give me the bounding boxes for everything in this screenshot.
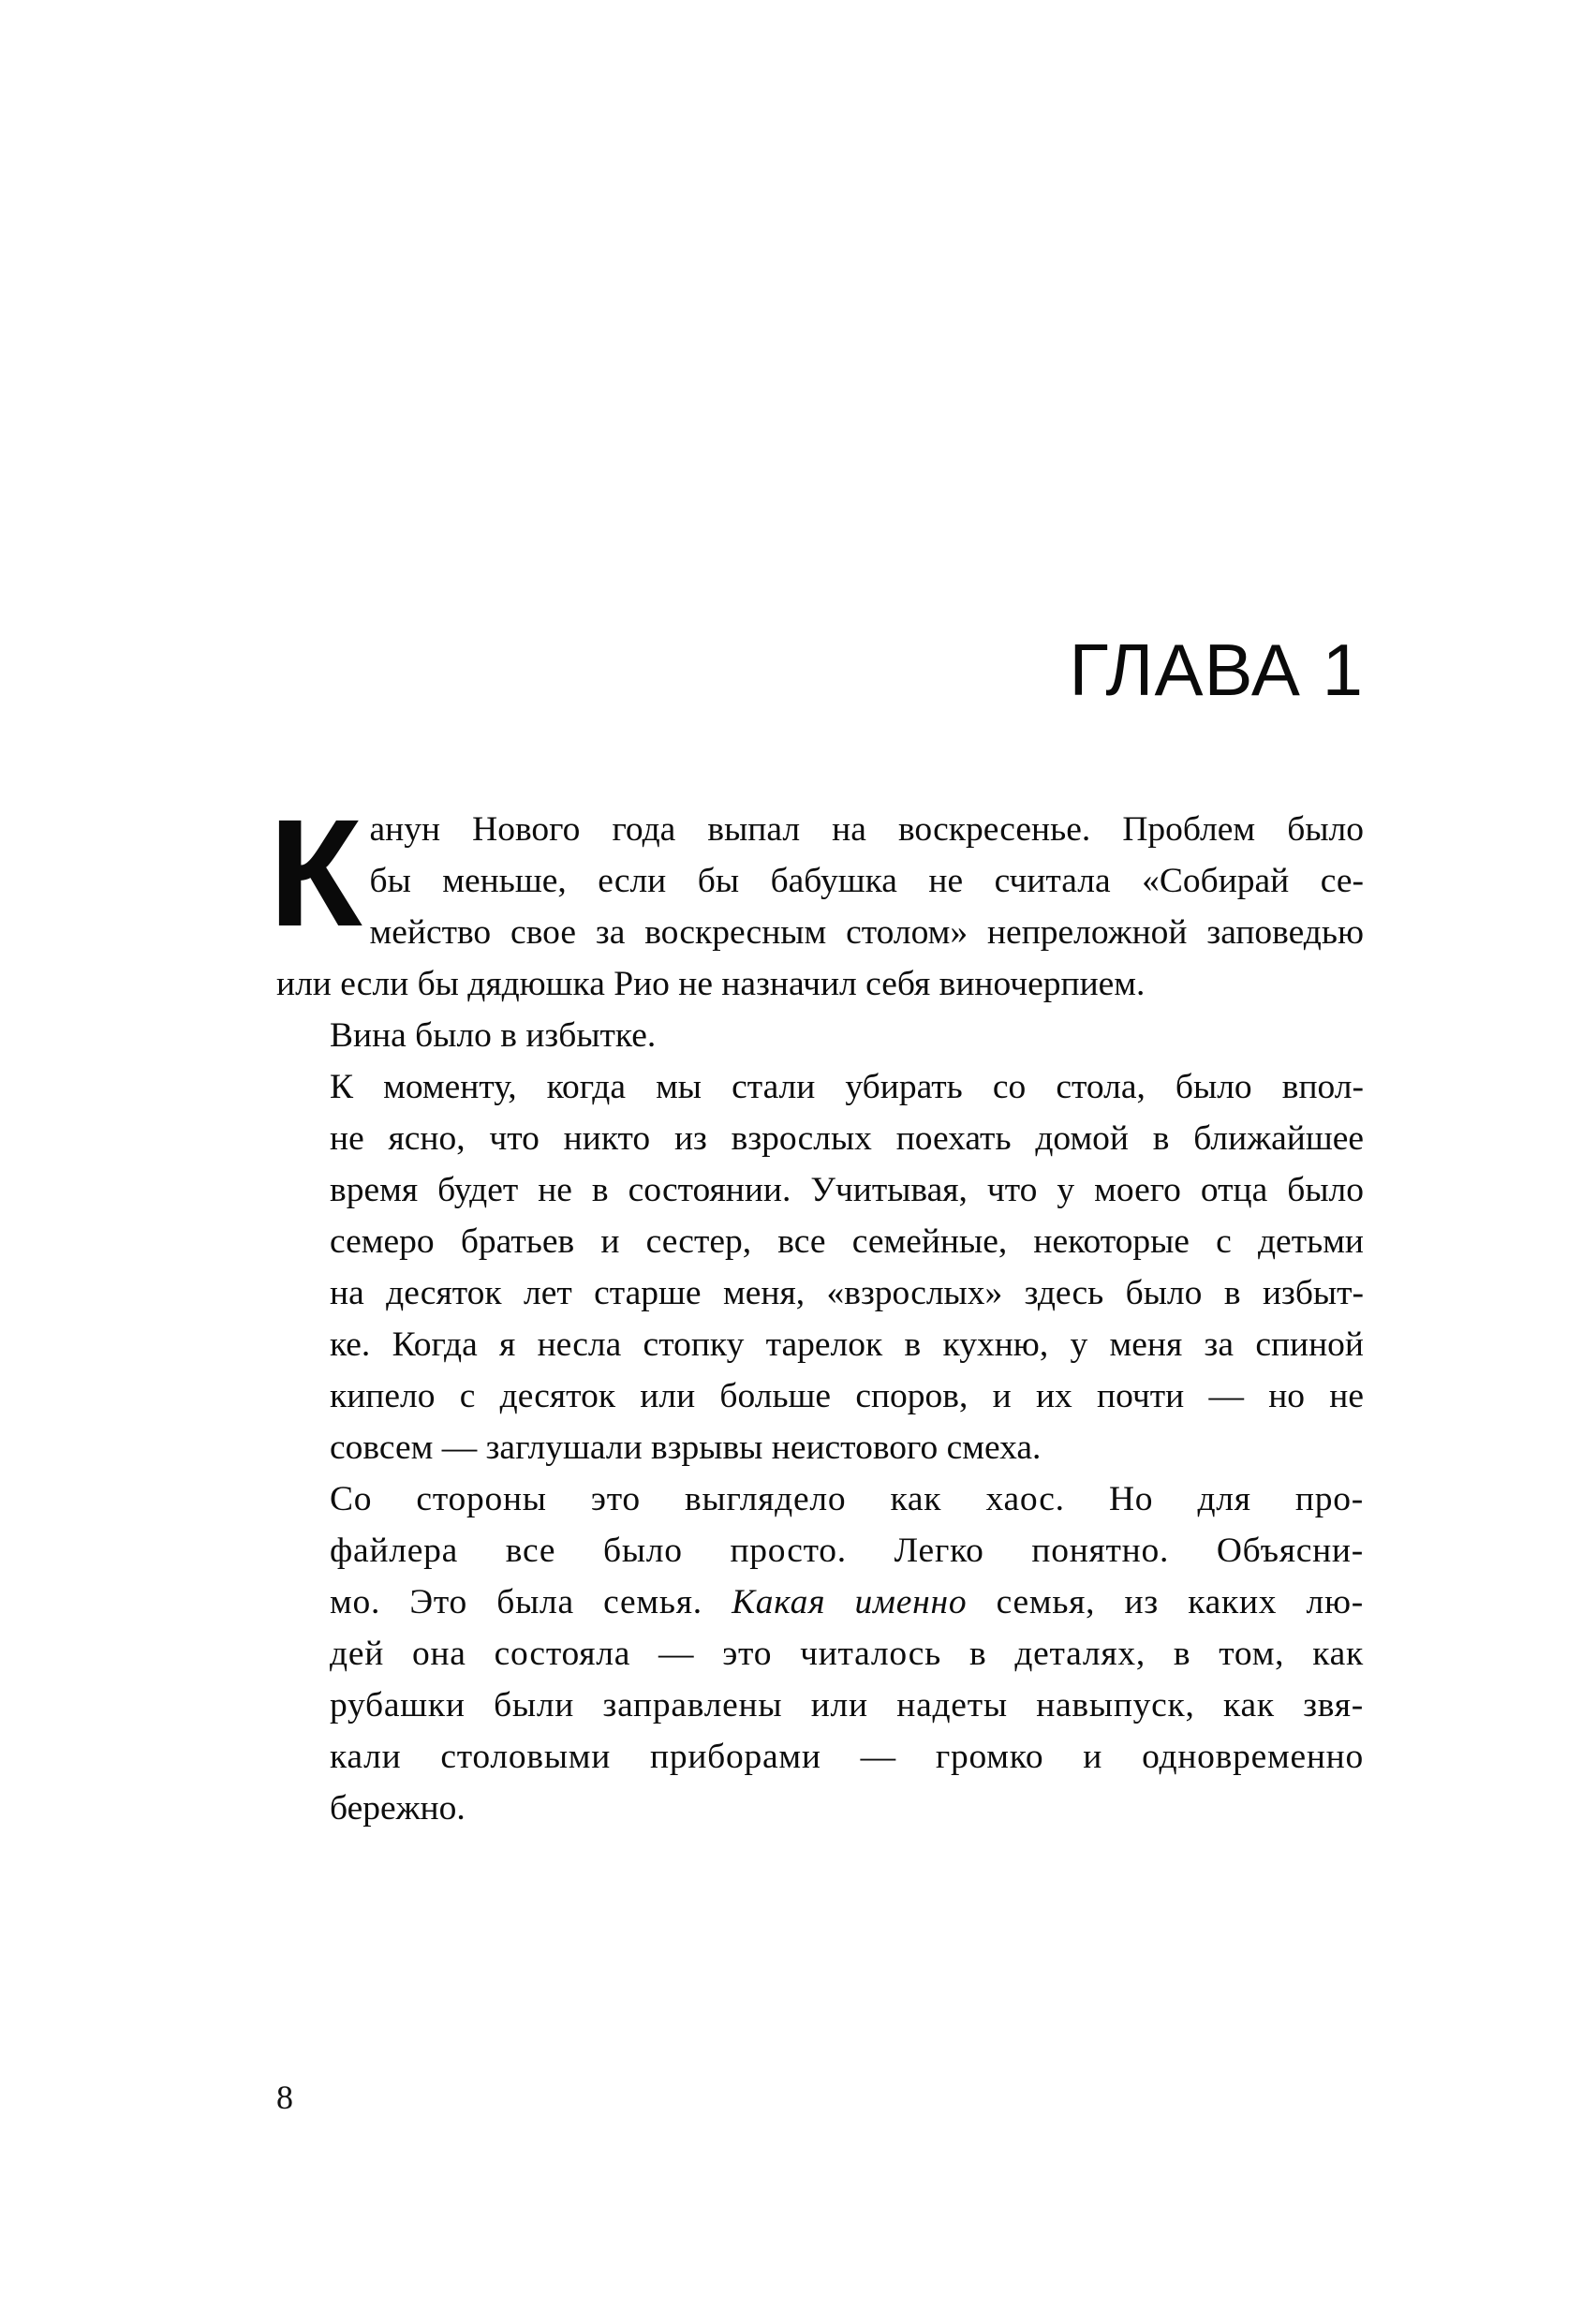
- paragraph: [276, 1061, 1364, 1473]
- text-line: кали столовыми приборами — громко и одновременно: [330, 1738, 1364, 1776]
- emphasis-text: Какая именно: [732, 1583, 968, 1621]
- text-line: кипело с десяток или больше споров, и их почти — но не: [330, 1377, 1364, 1415]
- paragraph: [276, 1010, 1364, 1061]
- page-number: 8: [276, 2079, 293, 2116]
- text-line: рубашки были заправлены или надеты навыпуск, как звя-: [330, 1686, 1364, 1724]
- text-line-italic-host: мо. Это была семья. Какая именно семья, из каких лю-: [330, 1583, 1364, 1621]
- text-line-with-italic: [276, 1576, 1364, 1628]
- text-line: бережно.: [330, 1789, 466, 1828]
- text-line: семеро братьев и сестер, все семейные, некоторые с детьми: [330, 1222, 1364, 1261]
- text-line: ке. Когда я несла стопку тарелок в кухню, у меня за спиной: [330, 1325, 1364, 1364]
- text-line: совсем — заглушали взрывы неистового смеха.: [330, 1428, 1042, 1467]
- text-line: мейство свое за воскресным столом» непреложной заповедью: [369, 913, 1364, 952]
- text-line: на десяток лет старше меня, «взрослых» здесь было в избыт-: [330, 1274, 1364, 1312]
- page-title: ГЛАВА 1: [1069, 629, 1364, 711]
- text-line: или если бы дядюшка Рио не назначил себя виночерпием.: [276, 965, 1146, 1003]
- text-line: Вина было в избытке.: [330, 1016, 657, 1055]
- body-text-block: [269, 787, 1364, 1834]
- drop-cap-letter: К: [269, 787, 362, 958]
- text-line: анун Нового года выпал на воскресенье. Проблем было: [369, 810, 1364, 849]
- paragraph: [276, 804, 1364, 1010]
- paragraph: [276, 1473, 1364, 1834]
- text-line: бы меньше, если бы бабушка не считала «Собирай се-: [369, 862, 1364, 900]
- paragraph-1-block: [269, 787, 1364, 1010]
- text-line: К моменту, когда мы стали убирать со стола, было впол-: [330, 1068, 1364, 1106]
- text-line: дей она состояла — это читалось в деталях, в том, как: [330, 1635, 1364, 1673]
- text-line: файлера все было просто. Легко понятно. Объясни-: [330, 1532, 1364, 1570]
- text-line: не ясно, что никто из взрослых поехать домой в ближайшее: [330, 1119, 1364, 1158]
- text-line: Со стороны это выглядело как хаос. Но для про-: [330, 1480, 1364, 1518]
- text-line: время будет не в состоянии. Учитывая, что у моего отца было: [330, 1171, 1364, 1209]
